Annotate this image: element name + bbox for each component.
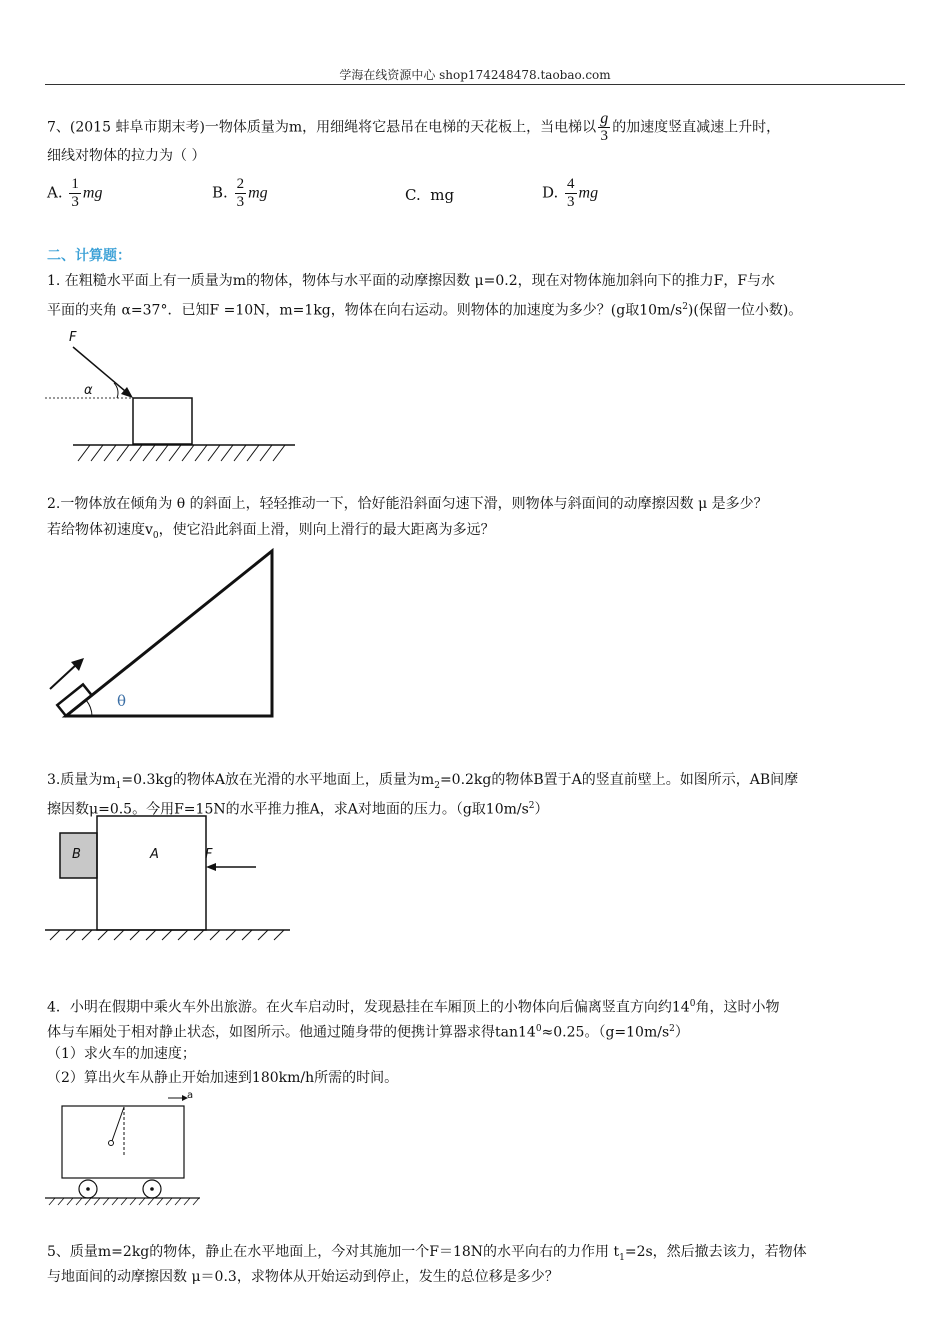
q4-accel-label: a: [187, 1090, 194, 1101]
q2-sub: 0: [152, 530, 159, 541]
q3-figure: [45, 816, 290, 940]
q3-block-a: [97, 816, 206, 930]
option-tail: mg: [578, 184, 599, 202]
q4-text-a2: 体与车厢处于相对静止状态，如图所示。他通过随身带的便携计算器求得tan14: [47, 1024, 536, 1041]
q4-sub2: （2）算出火车从静止开始加速到180km/h所需的时间。: [47, 1070, 399, 1086]
q2-figure: [50, 551, 272, 716]
option-tail: mg: [248, 184, 268, 202]
q7-frac-den: 3: [600, 128, 608, 144]
q4-sup2: 2: [669, 1024, 675, 1034]
q3-label-a: A: [150, 847, 159, 862]
q3-text-b2: ）: [534, 801, 549, 818]
frac-den: 3: [236, 194, 245, 210]
q4-sup1: 0: [535, 1024, 542, 1034]
q1-ground-hatch: [78, 445, 285, 461]
q1-figure: [45, 347, 295, 461]
section-title: 二、计算题：: [47, 248, 131, 264]
q3-sup: 2: [528, 801, 535, 811]
q7-text-b: 的加速度竖直减速上升时，: [612, 119, 781, 136]
q5-text-b: =2s，然后撤去该力，若物体: [624, 1244, 807, 1260]
q4-string: [112, 1107, 124, 1141]
q1-text-a: 平面的夹角 α=37°．已知F =10N，m=1kg，物体在向右运动。则物体的加速度为多少？(g取10m/s: [47, 302, 683, 319]
q4-text-b: 角，这时小物: [695, 999, 780, 1016]
q4-wheel-hub: [86, 1187, 90, 1191]
q5-sub: 1: [619, 1252, 625, 1263]
q4-text-c2: ）: [674, 1024, 689, 1041]
q2-text-a: 若给物体初速度v: [47, 522, 153, 538]
option-label: A.: [47, 183, 63, 202]
q2-velocity-arrow: [50, 664, 77, 689]
q4-sub1: （1）求火车的加速度；: [47, 1046, 196, 1062]
q7-text-a: 7、(2015 蚌阜市期末考)一物体质量为m，用细绳将它悬吊在电梯的天花板上，当电梯以: [47, 119, 597, 136]
q3-sub1: 1: [115, 780, 122, 791]
option-label: B.: [212, 183, 228, 202]
q3-sub2: 2: [434, 780, 440, 791]
q4-figure: [45, 1095, 200, 1205]
q7-line2: 细线对物体的拉力为（ ）: [47, 148, 206, 164]
q2-angle-label: θ: [117, 692, 127, 710]
option-label: D.: [542, 183, 559, 202]
q5-line1: [47, 1242, 807, 1268]
q3-text-a: 3.质量为m: [47, 772, 116, 788]
q3-label-f: F: [205, 847, 213, 862]
page-header: 学海在线资源中心 shop174248478.taobao.com: [339, 68, 611, 82]
q1-force-label: F: [69, 330, 77, 345]
q4-text-b2: ≈0.25。（g=10m/s: [541, 1024, 670, 1041]
q2-line2: [47, 520, 495, 546]
q1-force-line: [73, 347, 131, 396]
q1-line1: 1. 在粗糙水平面上有一质量为m的物体，物体与水平面的动摩擦因数 μ=0.2，现在对物体施加斜向下的推力F，F与水: [47, 273, 776, 289]
q5-text-a: 5、质量m=2kg的物体，静止在水平地面上，今对其施加一个F＝18N的水平向右的力作用 t: [47, 1244, 620, 1260]
q1-sup: 2: [682, 302, 688, 312]
q5-line2: 与地面间的动摩擦因数 μ＝0.3，求物体从开始运动到停止，发生的总位移是多少？: [47, 1269, 559, 1285]
q4-bob: [109, 1141, 114, 1146]
q4-wheel-hub: [150, 1187, 154, 1191]
frac-den: 3: [567, 194, 575, 210]
q2-angle-arc: [86, 700, 92, 716]
q3-text-c: =0.2kg的物体B置于A的竖直前壁上。如图所示，AB间摩: [439, 772, 799, 788]
frac-num: 2: [236, 176, 245, 192]
q1-angle-label: α: [84, 383, 93, 398]
q4-track-hatch: [49, 1198, 199, 1205]
q7-frac-num: g: [600, 110, 609, 127]
q2-incline: [66, 551, 272, 716]
frac-num: 1: [71, 176, 79, 192]
q3-line1: [47, 770, 798, 796]
q4-sup: 0: [689, 999, 696, 1009]
q4-car-body: [62, 1106, 184, 1178]
option-tail: mg: [82, 184, 103, 202]
frac-den: 3: [71, 194, 79, 210]
q3-text-b: =0.3kg的物体A放在光滑的水平地面上，质量为m: [121, 772, 435, 788]
q3-line2: [47, 796, 549, 820]
q1-block: [133, 398, 192, 444]
frac-num: 4: [567, 176, 575, 192]
q4-line1: [47, 994, 779, 1018]
option-text: mg: [430, 186, 455, 204]
q3-text-a2: 擦因数μ=0.5。今用F=15N的水平推力推A，求A对地面的压力。（g取10m/s: [47, 801, 529, 818]
q2-text-b: ，使它沿此斜面上滑，则向上滑行的最大距离为多远？: [158, 522, 495, 538]
q4-line2: [47, 1019, 689, 1043]
q1-text-b: )(保留一位小数)。: [687, 302, 803, 319]
option-label: C.: [405, 186, 421, 204]
q3-ground-hatch: [50, 930, 284, 940]
q3-label-b: B: [72, 847, 81, 862]
q4-text-a: 4．小明在假期中乘火车外出旅游。在火车启动时，发现悬挂在车厢顶上的小物体向后偏离竖直方向约14: [47, 999, 690, 1016]
q2-line1: 2.一物体放在倾角为 θ 的斜面上，轻轻推动一下，恰好能沿斜面匀速下滑，则物体与斜面间的动摩擦因数 μ 是多少？: [47, 496, 768, 512]
